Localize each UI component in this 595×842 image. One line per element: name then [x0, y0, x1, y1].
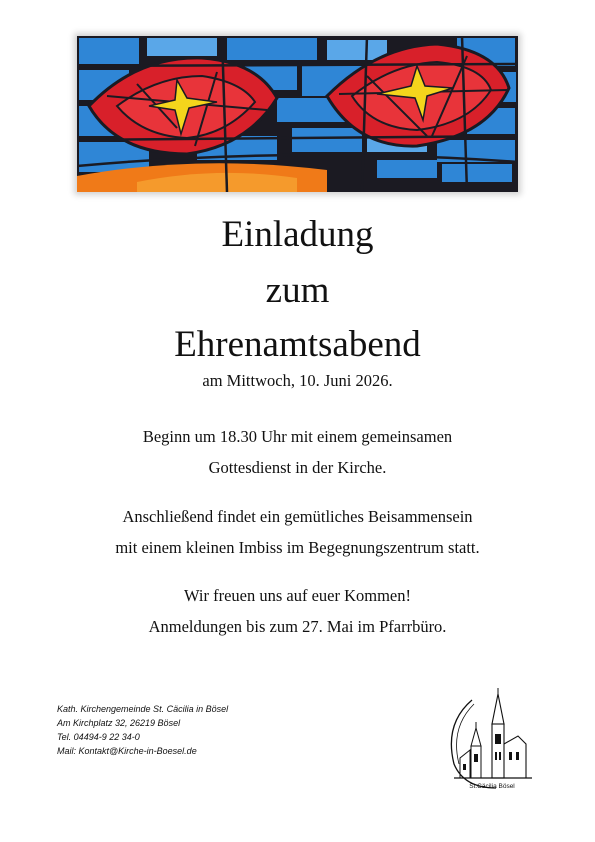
event-date: am Mittwoch, 10. Juni 2026.	[202, 371, 393, 390]
title-line-3: Ehrenamtsabend	[174, 324, 421, 365]
body-paragraph-1-line-2: Gottesdienst in der Kirche.	[208, 458, 387, 477]
body-paragraph-2-line-2: mit einem kleinen Imbiss im Begegnungszentrum statt.	[115, 538, 480, 557]
body-paragraph-2-line-1: Anschließend findet ein gemütliches Beisammensein	[122, 507, 473, 526]
title-line-2: zum	[265, 270, 330, 311]
stained-glass-banner	[77, 36, 518, 192]
logo-caption: St.Cäcilia Bösel	[469, 783, 515, 790]
title-line-1: Einladung	[221, 214, 374, 255]
footer-address: Am Kirchplatz 32, 26219 Bösel	[57, 718, 181, 728]
footer-mail: Mail: Kontakt@Kirche-in-Boesel.de	[57, 746, 197, 756]
footer-phone: Tel. 04494-9 22 34-0	[57, 732, 140, 742]
contact-footer	[57, 702, 228, 758]
footer-org: Kath. Kirchengemeinde St. Cäcilia in Bösel	[57, 704, 229, 714]
body-paragraph-3-line-2: Anmeldungen bis zum 27. Mai im Pfarrbüro.	[148, 617, 447, 636]
church-logo-icon	[440, 684, 540, 794]
body-paragraph-3-line-1: Wir freuen uns auf euer Kommen!	[183, 586, 412, 605]
body-paragraph-1-line-1: Beginn um 18.30 Uhr mit einem gemeinsamen	[142, 427, 453, 446]
